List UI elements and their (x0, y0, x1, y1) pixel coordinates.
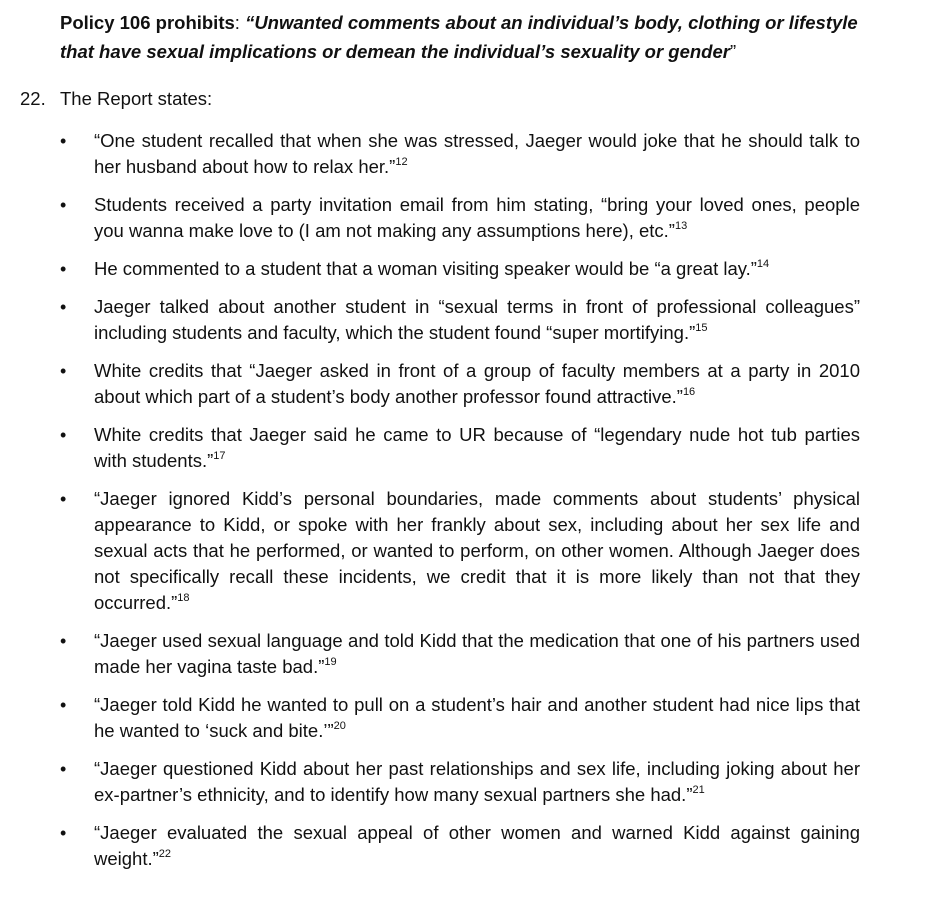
item-text: White credits that Jaeger said he came to UR because of “legendary nude hot tub parties with students.” (94, 424, 860, 471)
bullet-icon: • (60, 195, 67, 215)
bullet-icon: • (60, 631, 67, 651)
policy-close-quote: ” (729, 41, 737, 62)
bullet-icon: • (60, 259, 67, 279)
footnote-ref: 17 (213, 450, 226, 462)
paragraph-text: The Report states: (60, 88, 213, 109)
paragraph-number: 22. (20, 88, 46, 109)
list-item (0, 422, 860, 474)
bullet-icon: • (60, 489, 67, 509)
policy-lead: Policy 106 prohibits (60, 12, 235, 33)
paragraph-22 (20, 86, 860, 112)
footnote-ref: 12 (395, 156, 408, 168)
bullet-icon: • (60, 297, 67, 317)
footnote-ref: 19 (324, 656, 337, 668)
footnote-ref: 14 (756, 258, 770, 270)
list-item (0, 628, 860, 680)
bullet-icon: • (60, 361, 67, 381)
item-text: “Jaeger ignored Kidd’s personal boundaries, made comments about students’ physical appearance to Kidd, or spoke with her frankly about sex, including about her sex life and sexual acts that he performed, or wanted to perform, on other women. Although Jaeger does not specifically recall these incidents, we credit that it is more likely than not that they occurred.” (94, 488, 860, 613)
item-text: “Jaeger used sexual language and told Kidd that the medication that one of his partners used made her vagina taste bad.” (94, 630, 860, 677)
list-item (0, 256, 860, 282)
bullet-icon: • (60, 759, 67, 779)
list-item (0, 756, 860, 808)
bullet-icon: • (60, 131, 67, 151)
list-item (0, 294, 860, 346)
item-text: Jaeger talked about another student in “sexual terms in front of professional colleagues” including students and faculty, which the student found “super mortifying.” (94, 296, 860, 343)
quoted-allegations-list (0, 128, 935, 884)
footnote-ref: 21 (692, 784, 705, 796)
bullet-icon: • (60, 425, 67, 445)
bullet-icon: • (60, 695, 67, 715)
list-item (0, 692, 860, 744)
footnote-ref: 18 (177, 592, 190, 604)
footnote-ref: 22 (158, 848, 172, 860)
policy-quote: “Unwanted comments about an individual’s body, clothing or lifestyle that have sexual implications or demean the individual’s sexuality or gender (60, 12, 858, 62)
list-item (0, 820, 860, 872)
bullet-icon: • (60, 823, 67, 843)
footnote-ref: 15 (695, 322, 708, 334)
footnote-ref: 20 (333, 720, 346, 732)
item-text: White credits that “Jaeger asked in front of a group of faculty members at a party in 2010 about which part of a student’s body another professor found attractive.” (94, 360, 860, 407)
item-text: He commented to a student that a woman visiting speaker would be “a great lay.” (94, 258, 757, 279)
list-item (0, 358, 860, 410)
list-item (0, 128, 860, 180)
item-text: Students received a party invitation email from him stating, “bring your loved ones, people you wanna make love to (I am not making any assumptions here), etc.” (94, 194, 860, 241)
item-text: “Jaeger questioned Kidd about her past relationships and sex life, including joking about her ex-partner’s ethnicity, and to identify how many sexual partners she had.” (94, 758, 860, 805)
policy-colon: : (234, 12, 246, 33)
policy-statement (60, 8, 865, 66)
item-text: “One student recalled that when she was stressed, Jaeger would joke that he should talk to her husband about how to relax her.” (94, 130, 860, 177)
list-item (0, 486, 860, 616)
footnote-ref: 13 (674, 220, 688, 232)
footnote-ref: 16 (682, 386, 696, 398)
item-text: “Jaeger evaluated the sexual appeal of other women and warned Kidd against gaining weight.” (94, 822, 860, 869)
list-item (0, 192, 860, 244)
item-text: “Jaeger told Kidd he wanted to pull on a student’s hair and another student had nice lips that he wanted to ‘suck and bite.’” (94, 694, 860, 741)
